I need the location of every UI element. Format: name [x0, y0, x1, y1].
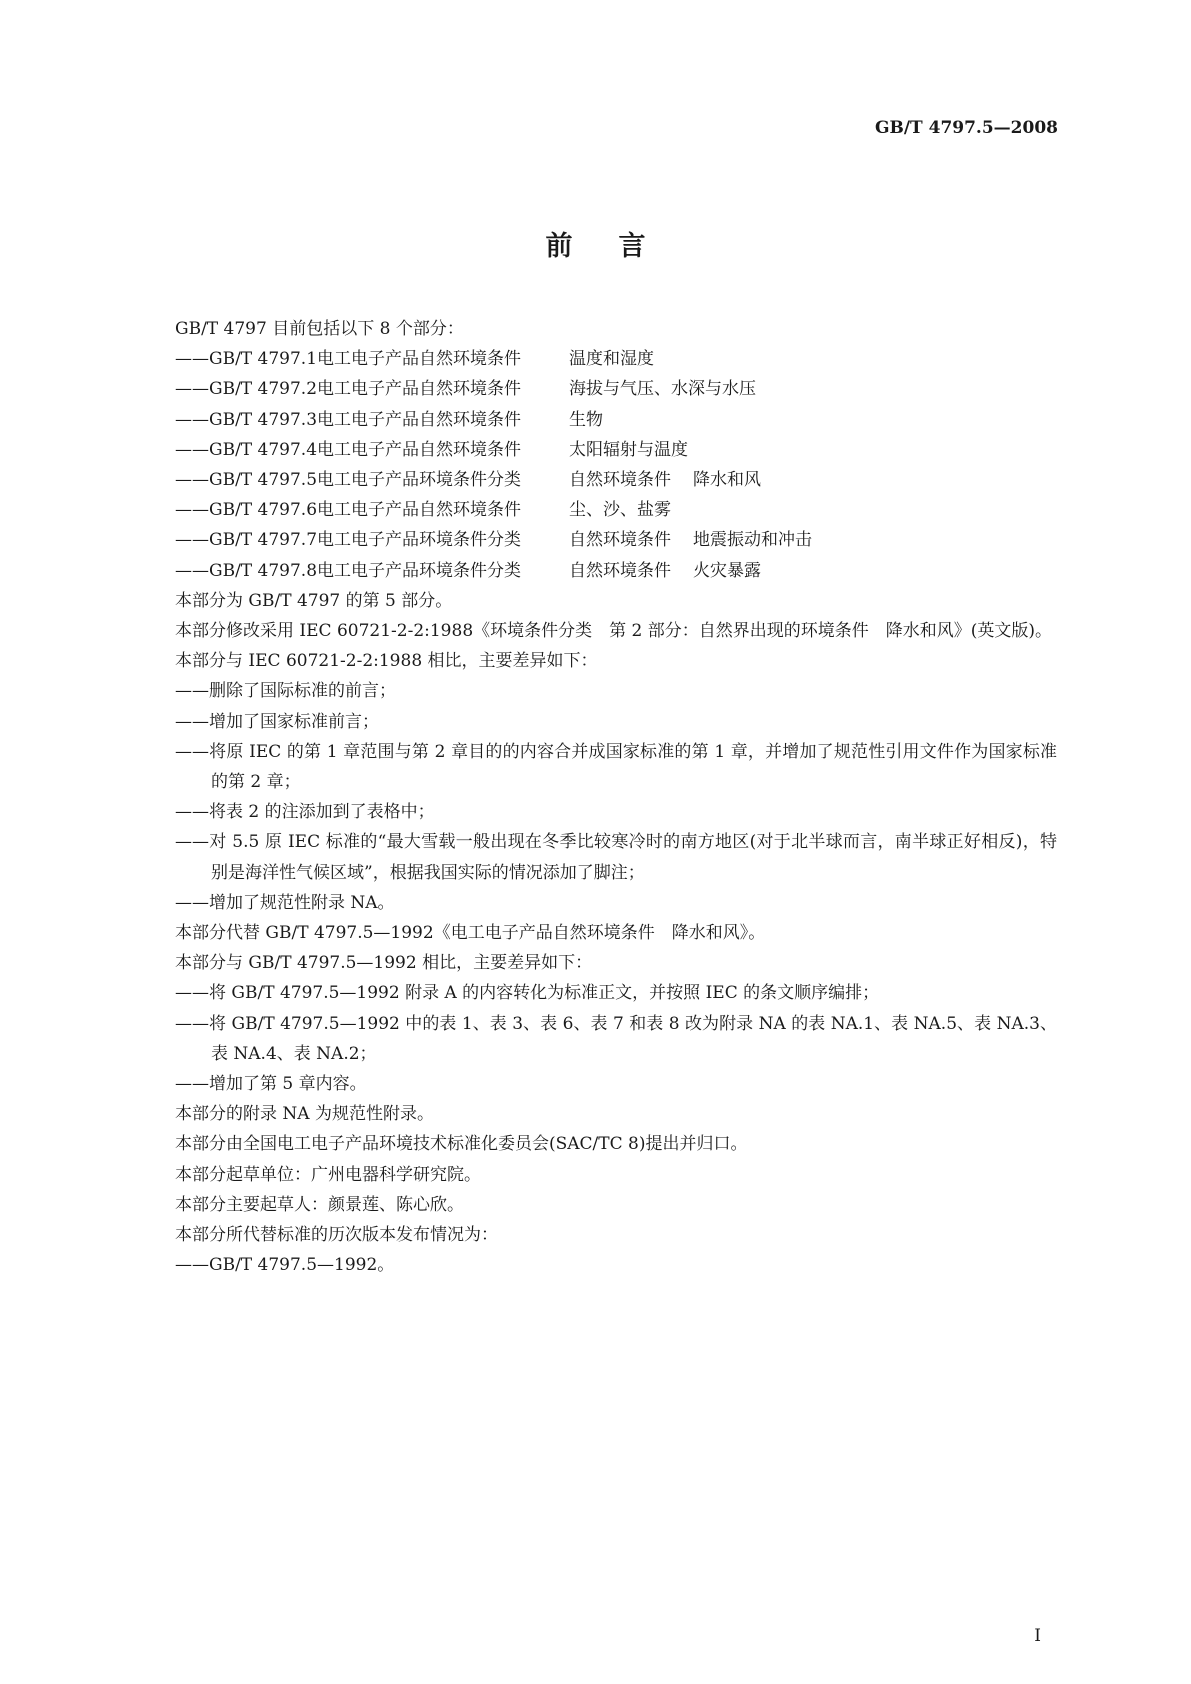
page-number: I — [1034, 1626, 1041, 1646]
drafters: 本部分主要起草人：颜景莲、陈心欣。 — [175, 1194, 464, 1215]
part-list-item — [135, 374, 1057, 404]
part-title: 电工电子产品自然环境条件 — [317, 349, 522, 370]
part-list-item — [135, 405, 1057, 435]
part-ref: ——GB/T 4797.6 — [175, 500, 318, 521]
part-list-item — [135, 435, 1057, 465]
part-ref: ——GB/T 4797.4 — [175, 439, 318, 460]
proposal-statement: 本部分由全国电工电子产品环境技术标准化委员会(SAC/TC 8)提出并归口。 — [175, 1134, 748, 1155]
drafting-unit: 本部分起草单位：广州电器科学研究院。 — [175, 1164, 481, 1185]
old-difference-item: ——将 GB/T 4797.5—1992 附录 A 的内容转化为标准正文，并按照 IEC 的条文顺序编排； — [175, 983, 880, 1004]
part-ref: ——GB/T 4797.1 — [175, 349, 318, 370]
part-title: 电工电子产品环境条件分类 — [317, 530, 522, 551]
part-subtitle: 太阳辐射与温度 — [569, 439, 689, 460]
part-ref: ——GB/T 4797.3 — [175, 409, 318, 430]
part-subtitle: 生物 — [569, 409, 604, 430]
history-intro: 本部分所代替标准的历次版本发布情况为： — [175, 1225, 498, 1246]
part-title: 电工电子产品自然环境条件 — [317, 500, 522, 521]
history-item: ——GB/T 4797.5—1992。 — [175, 1255, 395, 1276]
annex-statement: 本部分的附录 NA 为规范性附录。 — [175, 1104, 434, 1125]
document-body — [135, 314, 1057, 1281]
part-subtitle: 尘、沙、盐雾 — [569, 500, 672, 521]
iec-differences-intro: 本部分与 IEC 60721-2-2:1988 相比，主要差异如下： — [175, 651, 598, 672]
part-ref: ——GB/T 4797.2 — [175, 379, 318, 400]
old-difference-item: ——将 GB/T 4797.5—1992 中的表 1、表 3、表 6、表 7 和表 8 改为附录 NA 的表 NA.1、表 NA.5、表 NA.3、表 NA.4、表 NA.2； — [175, 1013, 1057, 1064]
adoption-statement: 本部分修改采用 IEC 60721-2-2:1988《环境条件分类 第 2 部分：自然界出现的环境条件 降水和风》(英文版)。 — [175, 621, 1053, 642]
page-title: 前言 — [545, 231, 692, 262]
iec-difference-item: ——将表 2 的注添加到了表格中； — [175, 802, 435, 823]
part-title: 电工电子产品自然环境条件 — [317, 439, 522, 460]
part-subtitle: 温度和湿度 — [569, 349, 655, 370]
old-differences-intro: 本部分与 GB/T 4797.5—1992 相比，主要差异如下： — [175, 953, 593, 974]
part-list-item — [135, 344, 1057, 374]
part-subtitle: 自然环境条件 — [569, 470, 672, 491]
part-subtitle: 自然环境条件 — [569, 530, 672, 551]
part-list-item — [135, 556, 1057, 586]
part-subtitle-2: 降水和风 — [693, 470, 762, 491]
part-subtitle-2: 地震振动和冲击 — [693, 530, 813, 551]
iec-difference-item: ——将原 IEC 的第 1 章范围与第 2 章目的的内容合并成国家标准的第 1 章，并增加了规范性引用文件作为国家标准的第 2 章； — [175, 741, 1057, 793]
part-subtitle-2: 火灾暴露 — [693, 560, 762, 581]
standard-number: GB/T 4797.5—2008 — [874, 118, 1058, 138]
part-list-item — [135, 495, 1057, 525]
part-list-item — [135, 525, 1057, 555]
part-title: 电工电子产品环境条件分类 — [317, 470, 522, 491]
part-subtitle: 自然环境条件 — [569, 560, 672, 581]
part-title: 电工电子产品自然环境条件 — [317, 409, 522, 430]
part-list-item — [135, 465, 1057, 495]
old-difference-item: ——增加了第 5 章内容。 — [175, 1074, 367, 1095]
part-ref: ——GB/T 4797.7 — [175, 530, 318, 551]
iec-difference-item: ——增加了国家标准前言； — [175, 711, 379, 732]
intro-paragraph: GB/T 4797 目前包括以下 8 个部分： — [175, 319, 464, 339]
replacement-statement: 本部分代替 GB/T 4797.5—1992《电工电子产品自然环境条件 降水和风》。 — [175, 923, 766, 944]
part-title: 电工电子产品自然环境条件 — [317, 379, 522, 400]
part-statement: 本部分为 GB/T 4797 的第 5 部分。 — [175, 590, 453, 611]
part-title: 电工电子产品环境条件分类 — [317, 560, 522, 581]
iec-difference-item: ——增加了规范性附录 NA。 — [175, 892, 395, 913]
part-ref: ——GB/T 4797.5 — [175, 470, 318, 491]
iec-difference-item: ——删除了国际标准的前言； — [175, 681, 396, 702]
part-subtitle: 海拔与气压、水深与水压 — [569, 379, 757, 400]
iec-difference-item: ——对 5.5 原 IEC 标准的“最大雪载一般出现在冬季比较寒冷时的南方地区(对于北半球而言，南半球正好相反)，特别是海洋性气候区域”，根据我国实际的情况添加了脚注； — [175, 832, 1057, 883]
part-ref: ——GB/T 4797.8 — [175, 560, 318, 581]
